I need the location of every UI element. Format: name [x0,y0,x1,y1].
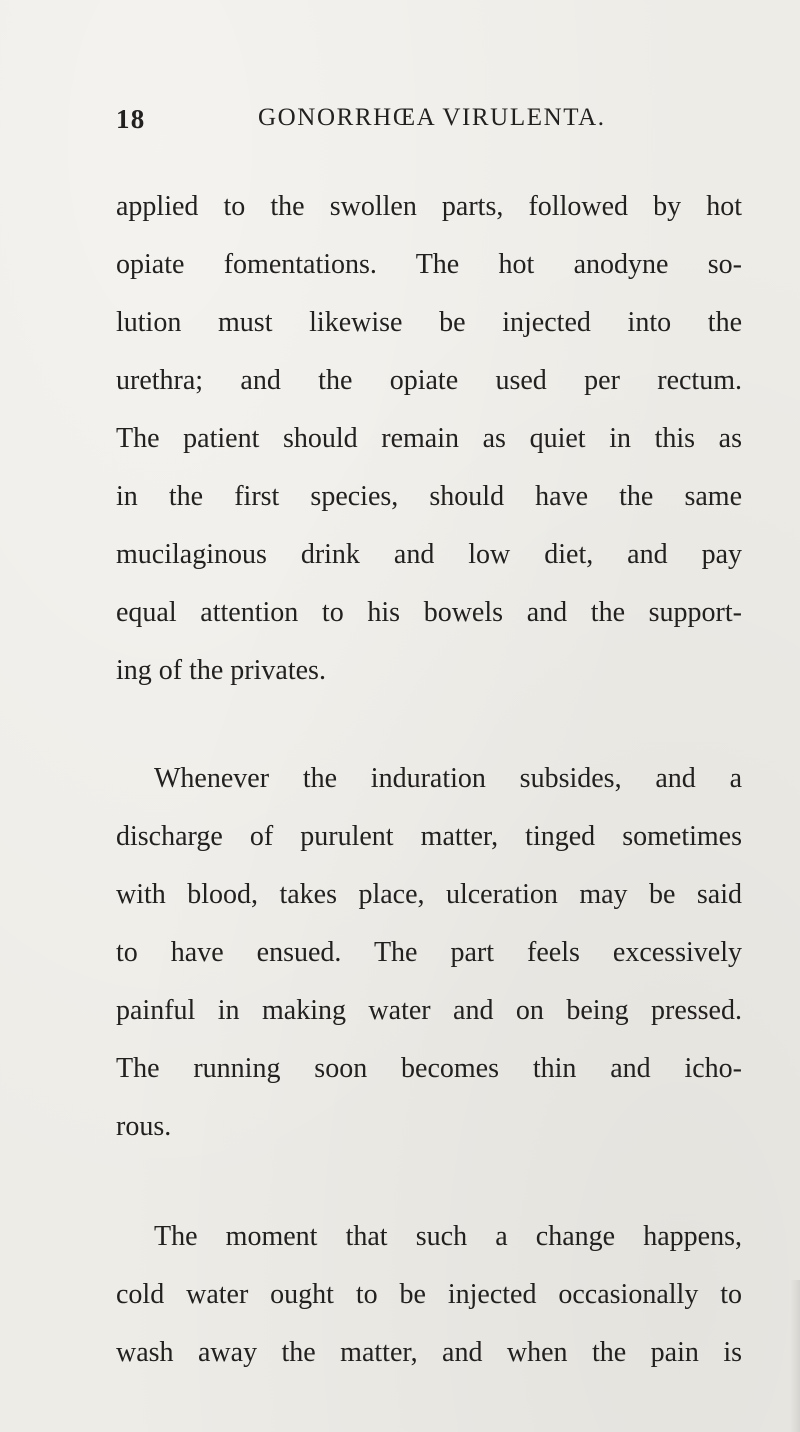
text-line: equal attention to his bowels and the support- [116,597,742,628]
text-line: The running soon becomes thin and icho- [116,1053,742,1084]
page-header [116,104,716,144]
paragraph-3 [116,1208,742,1382]
text-line: mucilaginous drink and low diet, and pay [116,539,742,570]
text-line: lution must likewise be injected into the [116,307,742,338]
text-line: opiate fomentations. The hot anodyne so- [116,249,742,280]
paragraph-gap [116,700,742,750]
page-number: 18 [116,104,146,134]
text-line: The moment that such a change happens, [154,1221,742,1252]
text-line: with blood, takes place, ulceration may be said [116,879,742,910]
text-line: painful in making water and on being pressed. [116,995,742,1026]
text-line: in the first species, should have the same [116,481,742,512]
text-line: ing of the privates. [116,655,326,686]
text-line: rous. [116,1111,172,1142]
text-line: discharge of purulent matter, tinged sometimes [116,821,742,852]
text-line: Whenever the induration subsides, and a [154,763,742,794]
paragraph-2 [116,750,742,1156]
text-line: urethra; and the opiate used per rectum. [116,365,742,396]
text-line: applied to the swollen parts, followed by hot [116,191,742,222]
body-text [116,178,742,1382]
running-head: GONORRHŒA VIRULENTA. [258,104,606,131]
text-line: to have ensued. The part feels excessively [116,937,742,968]
text-line: cold water ought to be injected occasionally to [116,1279,742,1310]
paragraph-1 [116,178,742,700]
text-line: wash away the matter, and when the pain is [116,1337,742,1368]
page-edge-shadow [790,1280,800,1432]
text-line: The patient should remain as quiet in this as [116,423,742,454]
paragraph-gap [116,1156,742,1208]
